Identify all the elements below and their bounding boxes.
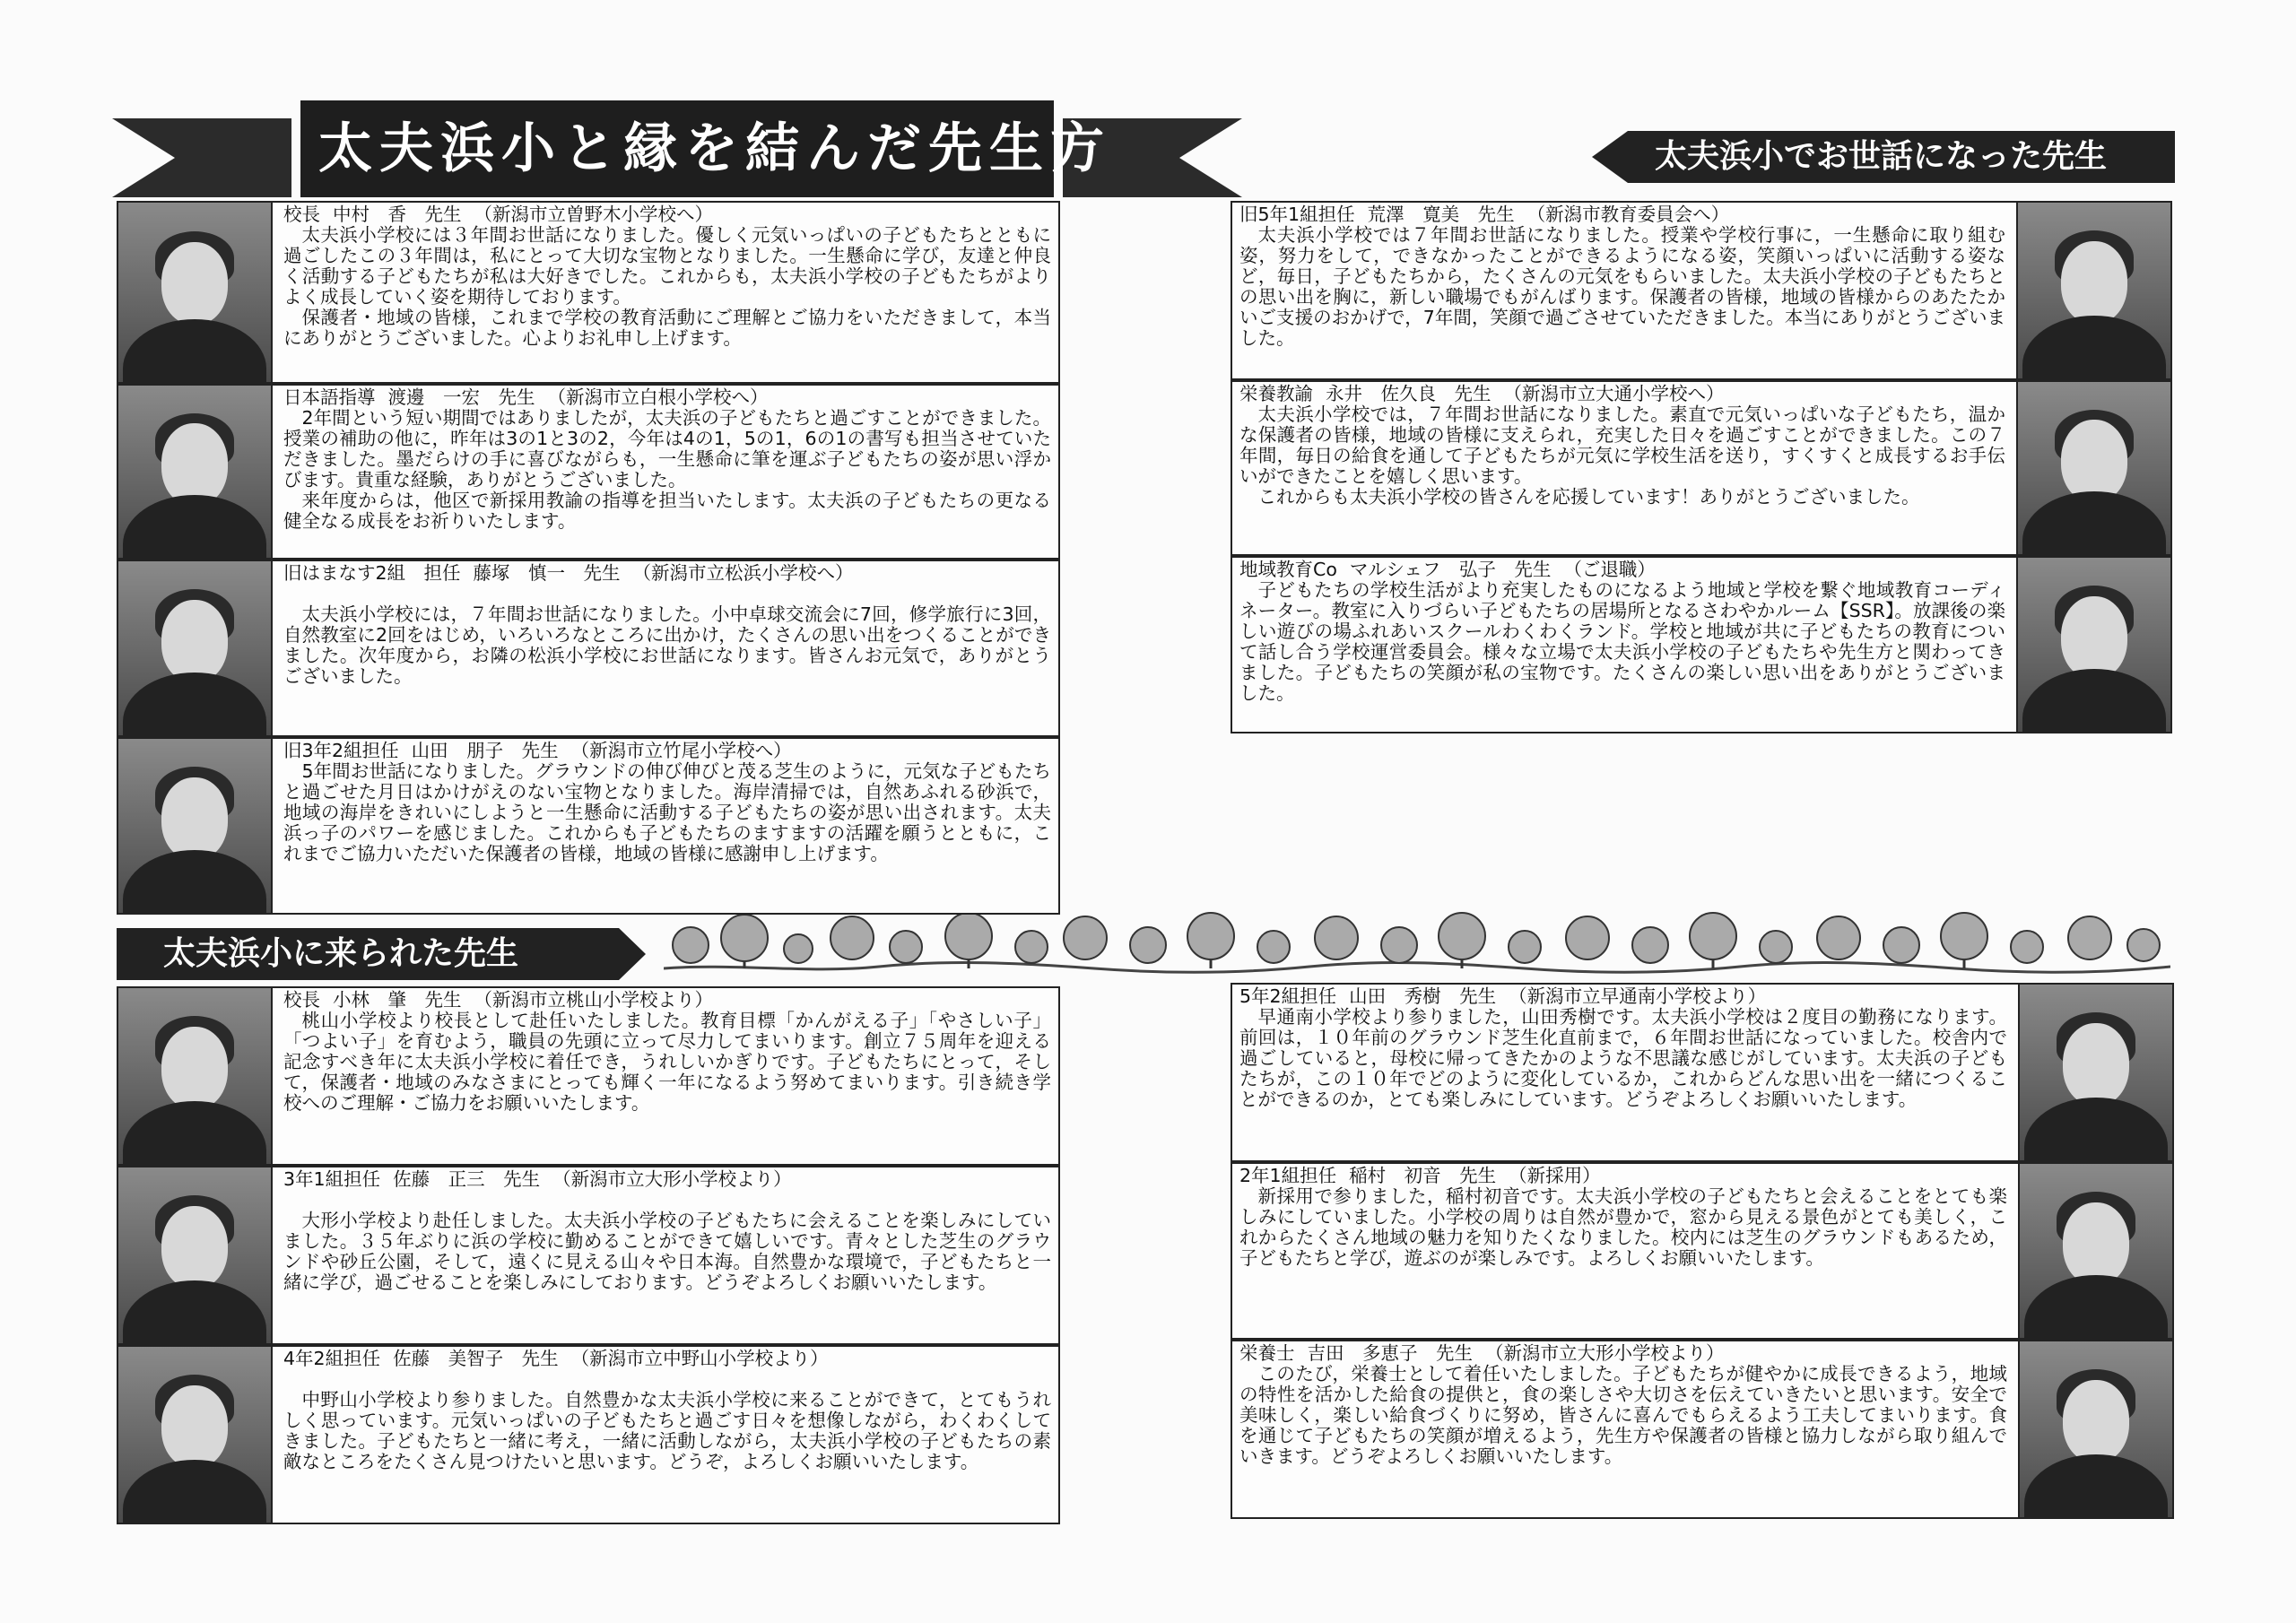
teacher-message: 桃山小学校より校長として赴任いたしました。教育目標「かんがえる子」「やさしい子」「つよい子」を育むよう，職員の先頭に立って尽力してまいります。創立７５周年を迎える記念すべき年に太夫浜小学校に着任でき，うれしいかぎりです。子どもたちにとって，そして，保護者・地域のみなさまにとっても輝く一年になるよう努めてまいります。引き続き学校へのご理解・ご協力をお願いいたします。 xyxy=(283,1010,1051,1114)
teacher-name: 稲村 初音 先生 xyxy=(1349,1165,1497,1186)
teacher-photo xyxy=(2016,203,2170,378)
teacher-role: 3年1組担任 xyxy=(283,1168,381,1190)
teacher-role: 地域教育Co xyxy=(1239,559,1337,580)
teacher-school: （新潟市立大通小学校へ） xyxy=(1503,383,1725,404)
teacher-school: （新潟市立曽野木小学校へ） xyxy=(474,204,713,225)
teacher-message: 新採用で参りました，稲村初音です。太夫浜小学校の子どもたちと会えることをとても楽しみにしていました。小学校の周りは自然が豊かで，窓から見える景色がとても美しく，これからたくさん地域の魅力を知りたくなりました。校内には芝生のグラウンドもあるため，子どもたちと学び，遊ぶのが楽しみです。よろしくお願いいたします。 xyxy=(1239,1185,2007,1269)
teacher-role: 2年1組担任 xyxy=(1239,1165,1337,1186)
teacher-photo xyxy=(118,561,273,735)
teacher-school: （新潟市立大形小学校より） xyxy=(1485,1342,1725,1364)
teacher-message: 子どもたちの学校生活がより充実したものになるよう地域と学校を繋ぐ地域教育コーディネーター。教室に入りづらい子どもたちの居場所となるさわやかルーム【SSR】。放課後の楽しい遊びの場ふれあいスクールわくわくランド。学校と地域が共に子どもたちの教育について話し合う学校運営委員会。様々な立場で太夫浜小学校の子どもたちや先生方と関わってきました。子どもたちの笑顔が私の宝物です。たくさんの楽しい思い出をありがとうございました。 xyxy=(1239,579,2005,704)
teacher-photo xyxy=(118,739,273,913)
teacher-photo xyxy=(2016,382,2170,554)
teacher-name: 渡邊 一宏 先生 xyxy=(387,386,535,408)
teacher-name: 佐藤 正三 先生 xyxy=(393,1168,541,1190)
section-banner-arrived xyxy=(117,928,646,980)
teacher-photo xyxy=(2016,558,2170,732)
teacher-school: （新潟市立桃山小学校より） xyxy=(474,989,713,1011)
teacher-message-2: 保護者・地域の皆様，これまで学校の教育活動にご理解とご協力をいただきまして，本当にありがとうございました。心よりお礼申し上げます。 xyxy=(283,307,1051,349)
page-title: 太夫浜小と縁を結んだ先生方 xyxy=(318,117,1111,180)
section-banner-departed xyxy=(1592,131,2175,183)
teacher-card-yamada-tomoko xyxy=(117,737,1060,915)
teacher-name: 山田 秀樹 先生 xyxy=(1349,985,1497,1007)
teacher-role: 栄養士 xyxy=(1239,1342,1295,1364)
teacher-school: （ご退職） xyxy=(1563,559,1656,580)
teacher-role: 校長 xyxy=(283,204,320,225)
teacher-message-2: これからも太夫浜小学校の皆さんを応援しています！ありがとうございました。 xyxy=(1257,486,1920,508)
teacher-photo xyxy=(2018,1164,2172,1338)
teacher-school: （新潟市立早通南小学校より） xyxy=(1509,985,1767,1007)
teacher-message: このたび，栄養士として着任いたしました。子どもたちが健やかに成長できるよう，地域の特性を活かした給食の提供と，食の楽しさや大切さを伝えていきたいと思います。安全で美味しく，楽しい給食づくりに努め，皆さんに喜んでもらえるよう工夫してまいります。食を通じて子どもたちの笑顔が増えるよう，先生方や保護者の皆様と協力しながら取り組んでいきます。どうぞよろしくお願いいたします。 xyxy=(1239,1363,2007,1467)
tree-border-decoration xyxy=(664,911,2170,976)
teacher-message: 太夫浜小学校には３年間お世話になりました。優しく元気いっぱいの子どもたちとともに過ごしたこの３年間は，私にとって大切な宝物となりました。一生懸命に学び，友達と仲良く活動する子どもたちが私は大好きでした。これからも，太夫浜小学校の子どもたちがよりよく成長していく姿を期待しております。 xyxy=(283,224,1051,308)
teacher-photo xyxy=(118,203,273,382)
teacher-name: 荒澤 寛美 先生 xyxy=(1367,204,1515,225)
teacher-message: 2年間という短い期間ではありましたが，太夫浜の子どもたちと過ごすことができました。授業の補助の他に，昨年は3の1と3の2，今年は4の1，5の1，6の1の書写も担当させていただきました。墨だらけの手に喜びながらも，一生懸命に筆を運ぶ子どもたちの姿が思い浮かびます。貴重な経験，ありがとうございました。 xyxy=(283,407,1051,490)
teacher-school: （新潟市立大形小学校より） xyxy=(552,1168,792,1190)
teacher-school: （新潟市立中野山小学校より） xyxy=(570,1348,829,1369)
teacher-role: 旧はまなす2組 担任 xyxy=(283,562,461,584)
teacher-card-kobayashi xyxy=(117,986,1060,1166)
teacher-school: （新潟市立松浜小学校へ） xyxy=(632,562,854,584)
main-title-banner xyxy=(112,100,1242,197)
teacher-name: 藤塚 慎一 先生 xyxy=(473,562,621,584)
teacher-card-yamada-hideki xyxy=(1231,983,2174,1162)
teacher-card-yoshida xyxy=(1231,1340,2174,1519)
teacher-school: （新潟市立竹尾小学校へ） xyxy=(570,740,792,761)
section-title-departed: 太夫浜小でお世話になった先生 xyxy=(1655,138,2108,175)
teacher-photo xyxy=(118,988,273,1164)
teacher-role: 日本語指導 xyxy=(283,386,376,408)
teacher-role: 4年2組担任 xyxy=(283,1348,381,1369)
teacher-role: 旧3年2組担任 xyxy=(283,740,399,761)
teacher-message-2: 来年度からは，他区で新採用教諭の指導を担当いたします。太夫浜の子どもたちの更なる健全なる成長をお祈りいたします。 xyxy=(283,490,1051,532)
teacher-photo xyxy=(2018,1341,2172,1517)
teacher-card-sato-michiko xyxy=(117,1345,1060,1524)
teacher-photo xyxy=(118,1347,273,1523)
teacher-message: 大形小学校より赴任しました。太夫浜小学校の子どもたちに会えることを楽しみにしていました。３５年ぶりに浜の学校に勤めることができて嬉しいです。青々とした芝生のグラウンドや砂丘公園，そして，遠くに見える山々や日本海。自然豊かな環境で，子どもたちと一緒に学び，過ごせることを楽しみにしております。どうぞよろしくお願いいたします。 xyxy=(283,1210,1051,1293)
teacher-message: 中野山小学校より参りました。自然豊かな太夫浜小学校に来ることができて，とてもうれしく思っています。元気いっぱいの子どもたちと過ごす日々を想像しながら，わくわくしてきました。子どもたちと一緒に考え，一緒に活動しながら，太夫浜小学校の子どもたちの素敵なところをたくさん見つけたいと思います。どうぞ，よろしくお願いいたします。 xyxy=(283,1389,1051,1472)
teacher-school: （新採用） xyxy=(1509,1165,1601,1186)
teacher-name: 中村 香 先生 xyxy=(333,204,462,225)
teacher-name: 小林 肇 先生 xyxy=(333,989,462,1011)
teacher-role: 旧5年1組担任 xyxy=(1239,204,1355,225)
teacher-role: 5年2組担任 xyxy=(1239,985,1337,1007)
teacher-photo xyxy=(2018,985,2172,1160)
teacher-name: 山田 朋子 先生 xyxy=(411,740,559,761)
teacher-role: 校長 xyxy=(283,989,320,1011)
teacher-role: 栄養教諭 xyxy=(1239,383,1313,404)
teacher-name: マルシェフ 弘子 先生 xyxy=(1349,559,1552,580)
teacher-photo xyxy=(118,1167,273,1343)
teacher-photo xyxy=(118,386,273,558)
teacher-school: （新潟市教育委員会へ） xyxy=(1526,204,1730,225)
teacher-card-marchef xyxy=(1231,556,2172,733)
teacher-name: 佐藤 美智子 先生 xyxy=(393,1348,559,1369)
teacher-card-arasawa xyxy=(1231,201,2172,380)
teacher-message: 早通南小学校より参りました，山田秀樹です。太夫浜小学校は２度目の勤務になります。前回は，１０年前のグラウンド芝生化直前まで，６年間お世話になっていました。校舎内で過ごしていると，母校に帰ってきたかのような不思議な感じがしています。太夫浜の子どもたちが，この１０年でどのように変化しているか，これからどんな思い出を一緒につくることができるのか，とても楽しみにしています。どうぞよろしくお願いいたします。 xyxy=(1239,1006,2007,1110)
teacher-message: 太夫浜小学校には，７年間お世話になりました。小中卓球交流会に7回，修学旅行に3回，自然教室に2回をはじめ，いろいろなところに出かけ，たくさんの思い出をつくることができました。次年度から，お隣の松浜小学校にお世話になります。皆さんお元気で，ありがとうございました。 xyxy=(283,603,1051,687)
teacher-name: 吉田 多恵子 先生 xyxy=(1307,1342,1473,1364)
teacher-school: （新潟市立白根小学校へ） xyxy=(547,386,769,408)
teacher-message: 太夫浜小学校では，７年間お世話になりました。素直で元気いっぱいな子どもたち，温かな保護者の皆様，地域の皆様に支えられ，充実した日々を過ごすことができました。この７年間，毎日の給食を通して子どもたちが元気に学校生活を送り，すくすくと成長するお手伝いができたことを嬉しく思います。 xyxy=(1239,404,2005,487)
teacher-name: 永井 佐久良 先生 xyxy=(1326,383,1492,404)
teacher-card-nagai xyxy=(1231,380,2172,556)
teacher-message: 5年間お世話になりました。グラウンドの伸び伸びと茂る芝生のように，元気な子どもたちと過ごせた月日はかけがえのない宝物となりました。海岸清掃では，自然あふれる砂浜で，地域の海岸をきれいにしようと一生懸命に活動する子どもたちの姿が思い出されます。太夫浜っ子のパワーを感じました。これからも子どもたちのますますの活躍を願うとともに，これまでご協力いただいた保護者の皆様，地域の皆様に感謝申し上げます。 xyxy=(283,760,1051,864)
teacher-message: 太夫浜小学校では７年間お世話になりました。授業や学校行事に，一生懸命に取り組む姿，努力をして，できなかったことができるようになる姿，笑顔いっぱいに活動する姿など，毎日，子どもたちから，たくさんの元気をもらいました。太夫浜小学校の子どもたちとの思い出を胸に，新しい職場でもがんばります。保護者の皆様，地域の皆様からのあたたかいご支援のおかげで，7年間，笑顔で過ごさせていただきました。本当にありがとうございました。 xyxy=(1239,224,2005,349)
teacher-card-sato-shozo xyxy=(117,1166,1060,1345)
teacher-card-watanabe xyxy=(117,384,1060,560)
teacher-card-fujitsuka xyxy=(117,560,1060,737)
section-title-arrived: 太夫浜小に来られた先生 xyxy=(163,935,519,972)
teacher-card-inamura xyxy=(1231,1162,2174,1340)
teacher-card-nakamura xyxy=(117,201,1060,384)
